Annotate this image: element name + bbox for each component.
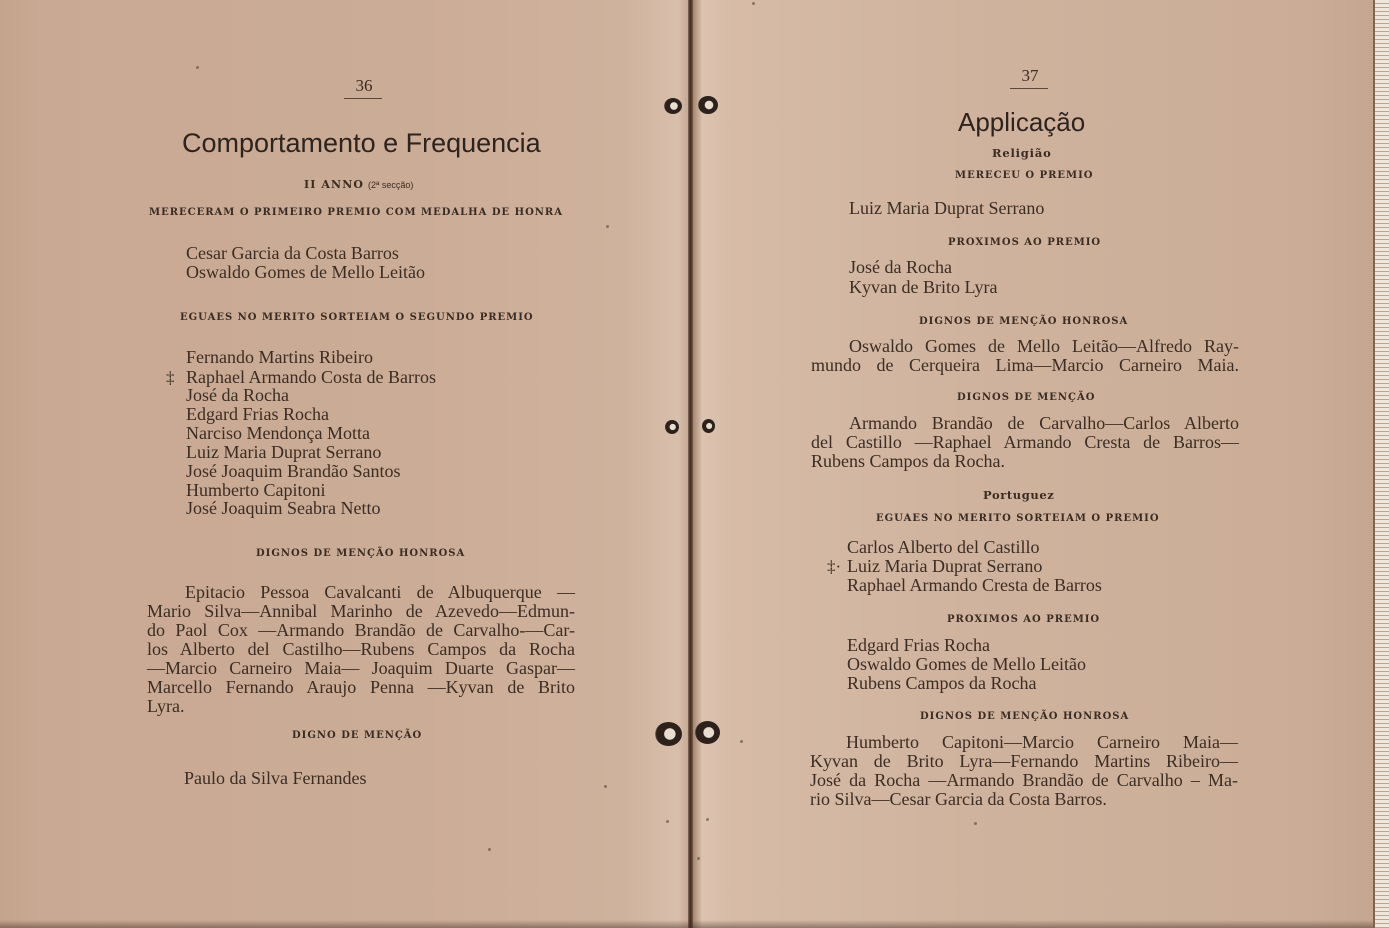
- list-item: José da Rocha: [849, 257, 952, 277]
- paper-speck: [740, 740, 743, 743]
- list-item: Luiz Maria Duprat Serrano: [847, 556, 1043, 576]
- left-page: [0, 0, 692, 928]
- list-item: Paulo da Silva Fernandes: [184, 768, 367, 788]
- paper-speck: [196, 66, 199, 69]
- paper-speck: [606, 225, 609, 228]
- section-heading: DIGNOS DE MENÇÃO HONROSA: [920, 711, 1130, 722]
- right-page: [692, 0, 1375, 928]
- paragraph-line: Armando Brandão de Carvalho—Carlos Alberto: [849, 413, 1239, 433]
- paragraph-line: mundo de Cerqueira Lima—Marcio Carneiro Maia.: [811, 355, 1239, 375]
- section-heading: DIGNOS DE MENÇÃO HONROSA: [256, 548, 466, 559]
- list-item: Oswaldo Gomes de Mello Leitão: [186, 262, 425, 282]
- section-heading: EGUAES NO MERITO SORTEIAM O PREMIO: [876, 513, 1160, 524]
- list-item: Edgard Frias Rocha: [847, 635, 990, 655]
- section-heading: MERECEU O PREMIO: [955, 170, 1094, 181]
- page-fore-edge: [1373, 0, 1389, 928]
- book-spine: [688, 0, 693, 928]
- subtitle-note: (2ª secção): [368, 180, 414, 190]
- paragraph-line: Lyra.: [147, 696, 185, 716]
- paragraph-line: del Castillo —Raphael Armando Cresta de Barros—: [811, 432, 1239, 452]
- section-heading: PROXIMOS AO PREMIO: [948, 237, 1102, 248]
- paragraph-line: Rubens Campos da Rocha.: [811, 451, 1005, 471]
- list-item: Edgard Frias Rocha: [186, 404, 329, 424]
- paragraph-line: —Marcio Carneiro Maia— Joaquim Duarte Gaspar—: [147, 658, 575, 678]
- bottom-shadow: [0, 920, 1373, 928]
- page-number: 36: [355, 76, 373, 95]
- list-item: Humberto Capitoni: [186, 480, 326, 500]
- paper-speck: [752, 2, 755, 5]
- paragraph-line: Oswaldo Gomes de Mello Leitão—Alfredo Ray-: [849, 336, 1239, 356]
- page-title: Applicação: [958, 107, 1086, 137]
- dagger-mark: ‡: [166, 368, 175, 387]
- list-item: Luiz Maria Duprat Serrano: [849, 198, 1045, 218]
- binding-hole: [664, 98, 682, 114]
- list-item: Luiz Maria Duprat Serrano: [186, 442, 382, 462]
- list-item: Oswaldo Gomes de Mello Leitão: [847, 654, 1086, 674]
- binding-hole: [695, 721, 720, 744]
- paper-speck: [706, 818, 709, 821]
- list-item: Cesar Garcia da Costa Barros: [186, 243, 399, 263]
- section-heading: DIGNO DE MENÇÃO: [292, 730, 423, 741]
- binding-hole: [698, 96, 718, 114]
- paragraph-line: Kyvan de Brito Lyra—Fernando Martins Ribeiro—: [810, 751, 1238, 771]
- paragraph-line: rio Silva—Cesar Garcia da Costa Barros.: [810, 789, 1107, 809]
- subject-heading: Religião: [992, 146, 1052, 160]
- paragraph-line: Humberto Capitoni—Marcio Carneiro Maia—: [846, 732, 1238, 752]
- paragraph: [811, 414, 1239, 471]
- binding-hole: [665, 420, 679, 434]
- paragraph: [147, 583, 575, 716]
- paragraph-line: do Paol Cox —Armando Brandão de Carvalho-—Car-: [147, 620, 575, 640]
- list-item: José Joaquim Seabra Netto: [186, 498, 381, 518]
- list-item: Raphael Armando Cresta de Barros: [847, 575, 1102, 595]
- section-heading: EGUAES NO MERITO SORTEIAM O SEGUNDO PREMIO: [180, 312, 534, 323]
- paragraph-line: José da Rocha —Armando Brandão de Carvalho – Ma-: [810, 770, 1238, 790]
- list-item: José da Rocha: [186, 385, 289, 405]
- paper-speck: [488, 848, 491, 851]
- dagger-mark: ‡·: [827, 557, 842, 576]
- paper-speck: [697, 857, 700, 860]
- page-number: 37: [1021, 66, 1039, 85]
- paragraph-line: los Alberto del Castilho—Rubens Campos da Rocha: [147, 639, 575, 659]
- paper-speck: [604, 785, 607, 788]
- section-heading: MERECERAM O PRIMEIRO PREMIO COM MEDALHA DE HONRA: [149, 207, 563, 218]
- section-heading: DIGNOS DE MENÇÃO: [957, 392, 1096, 403]
- page-number-rule: [344, 98, 382, 99]
- paragraph-line: Epitacio Pessoa Cavalcanti de Albuquerque —: [185, 582, 575, 602]
- list-item: Narciso Mendonça Motta: [186, 423, 370, 443]
- page-title: Comportamento e Frequencia: [182, 128, 541, 158]
- list-item: Rubens Campos da Rocha: [847, 673, 1037, 693]
- list-item: José Joaquim Brandão Santos: [186, 461, 401, 481]
- subtitle-main: II ANNO: [304, 178, 365, 191]
- binding-hole: [702, 419, 715, 433]
- paragraph: [810, 733, 1238, 809]
- paper-speck: [974, 822, 977, 825]
- paper-speck: [666, 820, 669, 823]
- page-number-rule: [1010, 88, 1048, 89]
- binding-hole: [655, 722, 682, 746]
- paragraph: [811, 337, 1239, 375]
- section-heading: DIGNOS DE MENÇÃO HONROSA: [919, 316, 1129, 327]
- subject-heading: Portuguez: [983, 488, 1055, 502]
- list-item: Kyvan de Brito Lyra: [849, 277, 998, 297]
- paragraph-line: Marcello Fernando Araujo Penna —Kyvan de Brito: [147, 677, 575, 697]
- section-heading: PROXIMOS AO PREMIO: [947, 614, 1101, 625]
- list-item: Raphael Armando Costa de Barros: [186, 367, 436, 387]
- list-item: Fernando Martins Ribeiro: [186, 347, 373, 367]
- paragraph-line: Mario Silva—Annibal Marinho de Azevedo—Edmun-: [147, 601, 575, 621]
- list-item: Carlos Alberto del Castillo: [847, 537, 1040, 557]
- subtitle: [304, 175, 413, 193]
